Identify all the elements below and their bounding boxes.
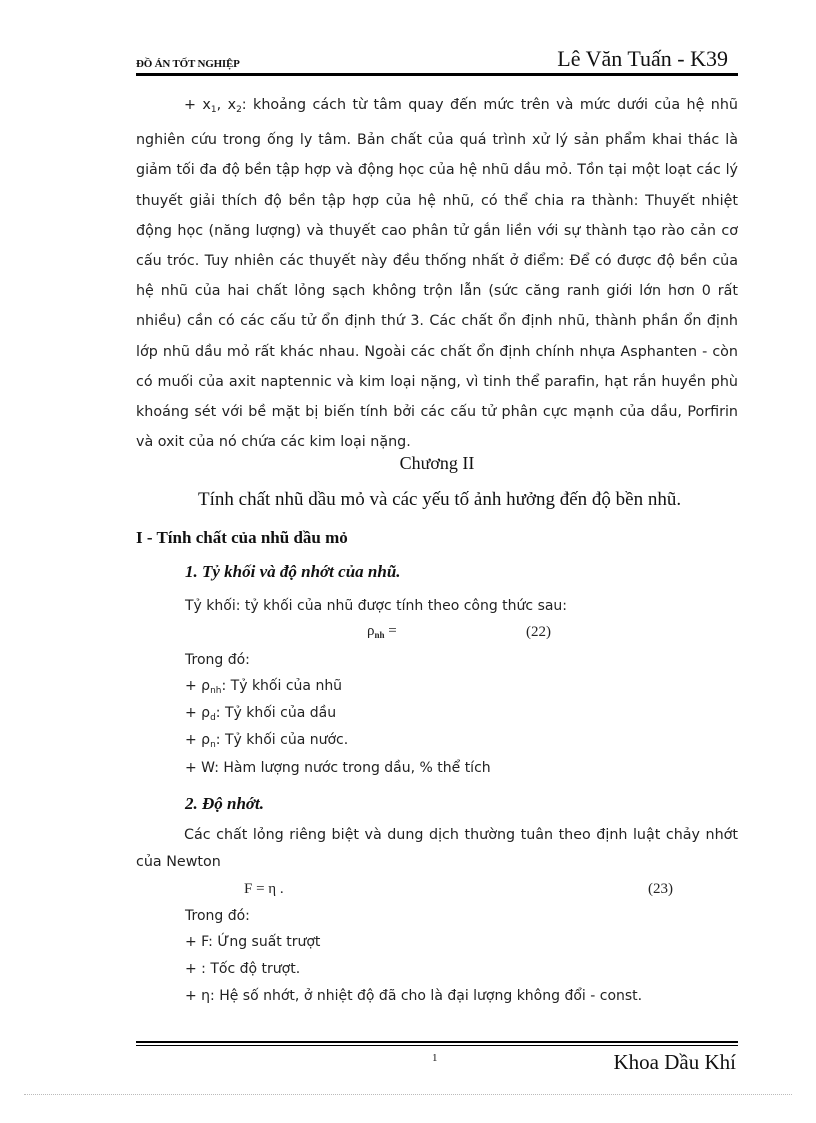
viscosity-item: + : Tốc độ trượt.	[185, 961, 301, 977]
subsection-1-heading: 1. Tỷ khối và độ nhớt của nhũ.	[185, 562, 401, 581]
formula-23-number: (23)	[648, 881, 673, 897]
subsection-2-heading: 2. Độ nhớt.	[185, 794, 265, 813]
footer-rule	[136, 1041, 738, 1043]
item-sub: n	[210, 740, 216, 750]
formula-rho-sub: nh	[374, 630, 385, 640]
item-prefix: + ρ	[185, 732, 211, 748]
page-edge-dotted-line	[24, 1094, 792, 1095]
viscosity-item: + η: Hệ số nhớt, ở nhiệt độ đã cho là đại lượng không đổi - const.	[185, 988, 643, 1004]
page-number: 1	[432, 1052, 438, 1064]
density-intro: Tỷ khối: tỷ khối của nhũ được tính theo công thức sau:	[185, 598, 568, 614]
footer-rule-thin	[136, 1045, 738, 1046]
item-text: : Tỷ khối của nước.	[215, 732, 349, 748]
where-label-2: Trong đó:	[185, 908, 250, 924]
item-text: : Tỷ khối của dầu	[215, 705, 337, 721]
header-author: Lê Văn Tuấn - K39	[557, 46, 728, 71]
newton-paragraph	[136, 822, 738, 876]
header-left-title: ĐỒ ÁN TỐT NGHIỆP	[136, 58, 240, 70]
chapter-heading: Chương II	[399, 453, 475, 473]
water-content-item: + W: Hàm lượng nước trong dầu, % thể tích	[185, 760, 491, 776]
section-heading: I - Tính chất của nhũ dầu mỏ	[136, 528, 348, 547]
formula-eq: =	[384, 623, 397, 639]
item-text: : Tỷ khối của nhũ	[221, 678, 343, 694]
item-prefix: + ρ	[185, 678, 211, 694]
intro-x-prefix: + x	[184, 97, 211, 113]
intro-sep: , x	[216, 97, 237, 113]
header-rule	[136, 73, 738, 76]
item-sub: d	[210, 713, 216, 723]
item-prefix: + ρ	[185, 705, 211, 721]
intro-x2-sub: 2	[236, 105, 242, 115]
intro-text: : khoảng cách từ tâm quay đến mức trên và mức dưới của hệ nhũ nghiên cứu trong ống ly tâm. Bản chất của quá trình xử lý sản phẩm khai thác là giảm tối đa độ bền tập hợp và động học của hệ nhũ dầu mỏ. Tồn tại một loạt các lý thuyết giải thích độ bền tập hợp của hệ nhũ, có thể chia ra thành: Thuyết nhiệt động học (năng lượng) và thuyết cao phân tử gắn liền với sự thành tạo rào cản cơ cấu tróc. Tuy nhiên các thuyết này đều thống nhất ở điểm: Để có được độ bền của hệ nhũ của hai chất lỏng sạch không trộn lẫn (sức căng ranh giới lớn hơn 0 rất nhiều) cần có các cấu tử ổn định thứ 3. Các chất ổn định nhũ, thành phần ổn định lớp nhũ dầu mỏ rất khác nhau. Ngoài các chất ổn định chính nhựa Asphanten - còn có muối của axit naptennic và kim loại nặng, vì tinh thể parafin, hạt rắn huyền phù khoáng sét với bề mặt bị biến tính bởi các cấu tử phân cực mạnh của dầu, Porfirin và oxit của nó chứa các kim loại nặng.	[136, 97, 738, 451]
density-item	[185, 705, 336, 723]
where-label-1: Trong đó:	[185, 652, 250, 668]
viscosity-item: + F: Ứng suất trượt	[185, 934, 321, 950]
formula-22	[367, 623, 397, 640]
formula-rho: ρ	[367, 623, 375, 639]
formula-23: F = η .	[244, 881, 284, 897]
density-item	[185, 678, 342, 696]
item-sub: nh	[210, 686, 222, 696]
formula-22-number: (22)	[526, 624, 551, 640]
chapter-title: Tính chất nhũ dầu mỏ và các yếu tố ảnh hưởng đến độ bền nhũ.	[198, 489, 682, 510]
intro-x1-sub: 1	[210, 105, 217, 115]
newton-text: Các chất lỏng riêng biệt và dung dịch thường tuân theo định luật chảy nhớt của Newton	[136, 827, 738, 870]
density-item	[185, 732, 348, 750]
footer-department: Khoa Dầu Khí	[613, 1050, 736, 1074]
intro-paragraph	[136, 90, 738, 457]
